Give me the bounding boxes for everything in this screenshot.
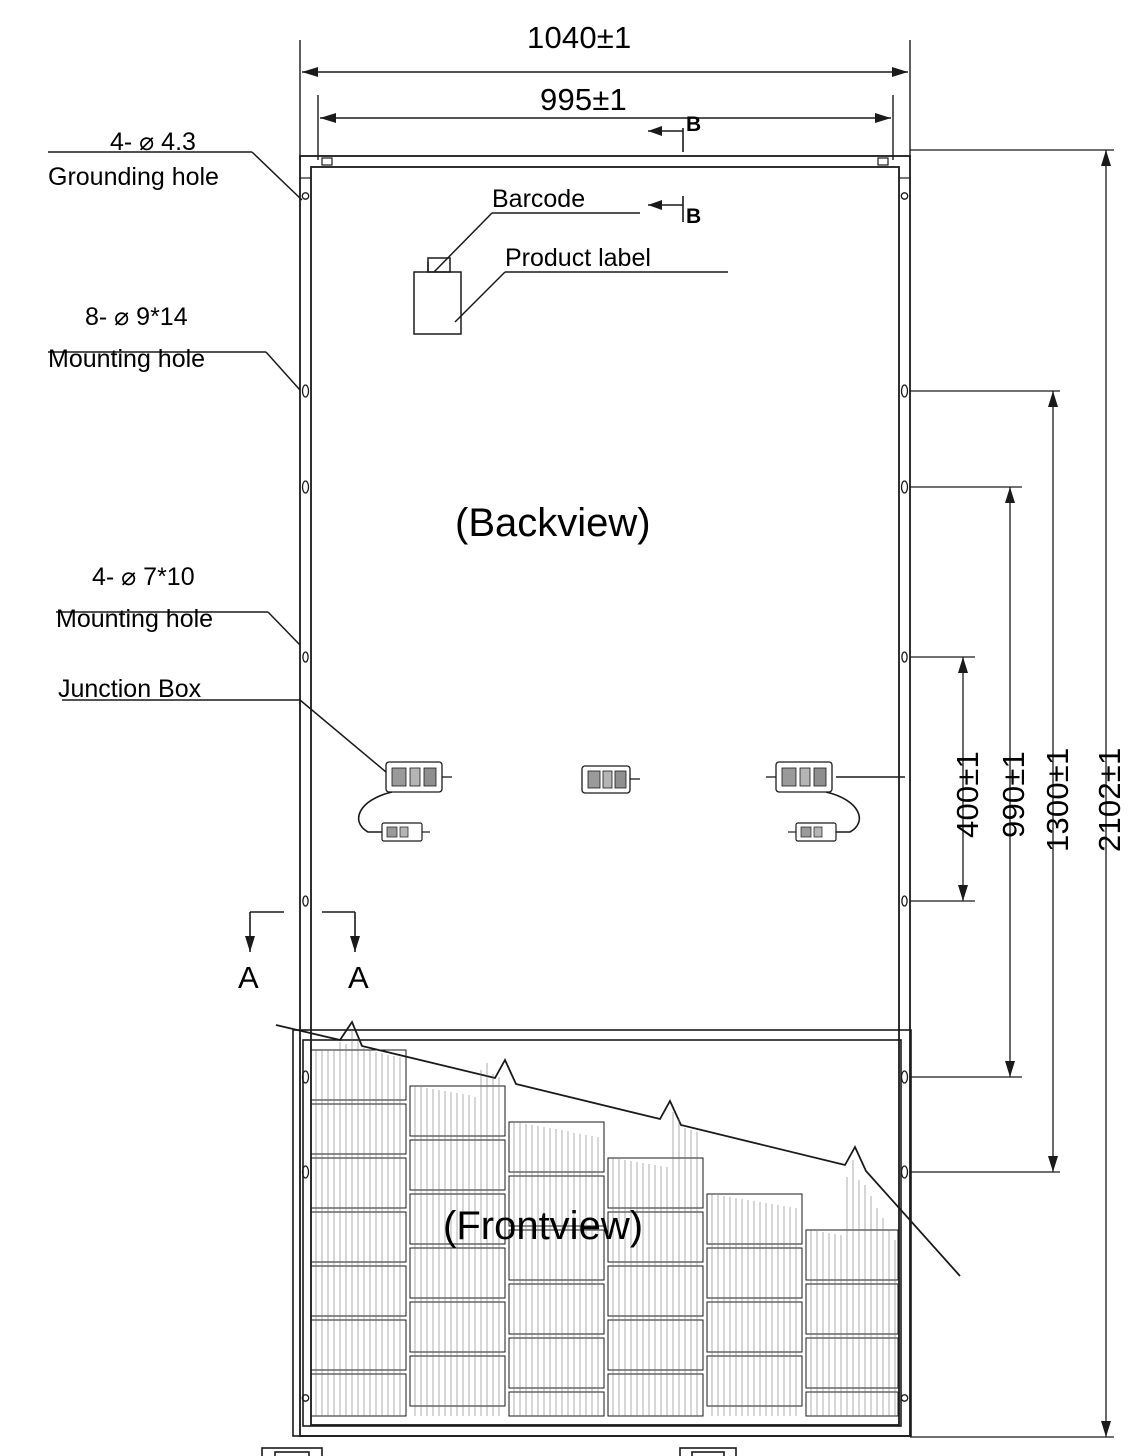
callout-grounding-hole-line2: Grounding hole	[48, 163, 219, 191]
section-mark-b-lower	[648, 196, 683, 222]
label-product: Product label	[505, 244, 651, 272]
callout-mounting-9x14-line2: Mounting hole	[48, 345, 206, 373]
label-barcode: Barcode	[492, 185, 586, 213]
callout-grounding-hole-line1: 4- ⌀ 4.3	[110, 128, 196, 156]
frame-corner-details	[300, 158, 910, 178]
callout-junction-box: Junction Box	[58, 675, 202, 703]
connector-right	[788, 823, 836, 841]
callout-mounting-7x10-line2: Mounting hole	[56, 605, 214, 633]
dim-2102-label: 2102±1	[1092, 747, 1127, 852]
junction-box-left	[386, 762, 452, 792]
dim-400-label: 400±1	[950, 751, 985, 838]
section-label-a-right: A	[348, 960, 369, 995]
product-label-leader	[455, 272, 728, 322]
section-mark-a-right	[322, 912, 360, 952]
section-label-b-lower: B	[686, 205, 702, 228]
bottom-detail-views	[262, 1448, 736, 1456]
section-label-b-top: B	[686, 113, 702, 136]
callout-mounting-7x10-line1: 4- ⌀ 7*10	[92, 563, 195, 591]
junction-box-center	[582, 766, 640, 793]
section-label-a-left: A	[238, 960, 259, 995]
backview-title: (Backview)	[455, 501, 651, 545]
callout-mounting-9x14-line1: 8- ⌀ 9*14	[85, 303, 188, 331]
dim-990-label: 990±1	[996, 751, 1031, 838]
section-mark-a-left	[245, 912, 284, 952]
dim-inner-width-label: 995±1	[540, 82, 627, 117]
junction-box-leader	[62, 700, 386, 772]
section-mark-b-top	[648, 126, 683, 152]
junction-box-right	[766, 762, 832, 792]
frontview-title: (Frontview)	[443, 1204, 644, 1248]
dim-overall-width-label: 1040±1	[527, 20, 632, 55]
connector-left	[382, 823, 430, 841]
dim-1300-label: 1300±1	[1040, 747, 1075, 852]
